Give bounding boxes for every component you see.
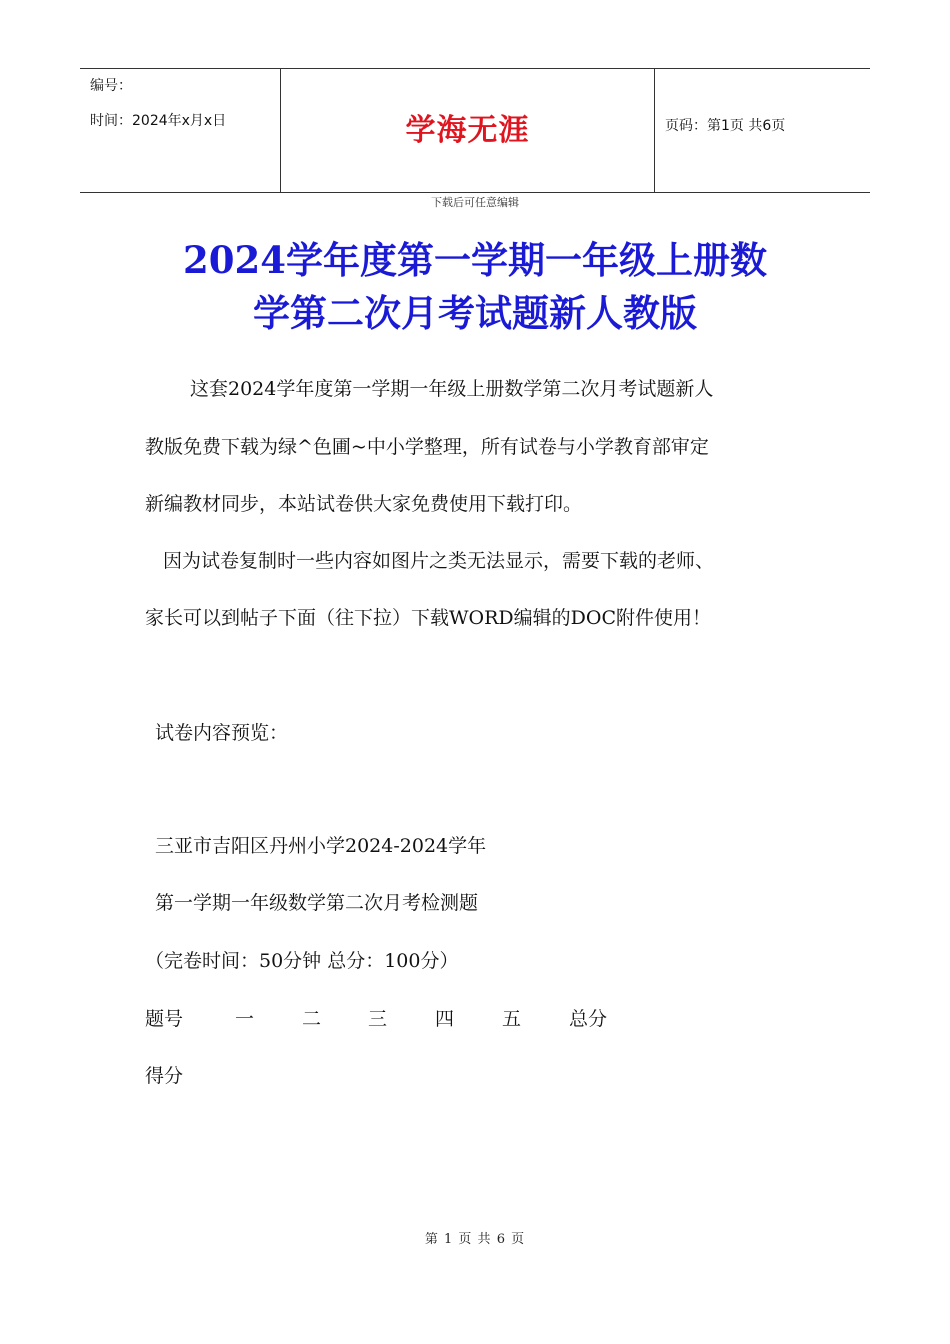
time-label: 时间：2024年x月x日: [90, 113, 227, 129]
intro-paragraph-1-line-2: 教版免费下载为绿^色圃~中小学整理，所有试卷与小学教育部审定: [145, 436, 709, 458]
brand-logo-text: 学海无涯: [405, 113, 530, 148]
exam-time-score: （完卷时间：50分钟 总分：100分）: [145, 950, 459, 972]
score-row-label: 得分: [145, 1065, 184, 1087]
score-table-score-row: [145, 1061, 245, 1089]
page-label: 页码：第1页 共6页: [665, 118, 786, 134]
header-left-cell: [80, 69, 281, 192]
score-table-header-row: [145, 1004, 645, 1032]
score-header-cell: 三: [368, 1008, 388, 1030]
number-label: 编号：: [90, 78, 132, 94]
header-table: [80, 68, 870, 193]
score-header-cell: 五: [502, 1008, 522, 1030]
page-footer: 第 1 页 共 6 页: [424, 1232, 526, 1247]
intro-paragraph-2-line-2: 家长可以到帖子下面（往下拉）下载WORD编辑的DOC附件使用！: [145, 607, 711, 629]
score-header-cell: 四: [435, 1008, 455, 1030]
header-right-cell: [655, 69, 870, 192]
intro-paragraph-2-line-1: 因为试卷复制时一些内容如图片之类无法显示，需要下载的老师、: [163, 550, 715, 572]
header-middle-cell: [281, 69, 655, 192]
title-line-1: 2024学年度第一学期一年级上册数: [183, 238, 767, 282]
document-title: [100, 234, 850, 340]
intro-paragraph-1-line-1: 这套2024学年度第一学期一年级上册数学第二次月考试题新人: [190, 378, 714, 400]
score-header-cell: 题号: [145, 1008, 184, 1030]
score-header-cell: 总分: [569, 1008, 608, 1030]
title-line-2: 学第二次月考试题新人教版: [253, 291, 697, 335]
score-header-cell: 二: [302, 1008, 322, 1030]
exam-subtitle: 第一学期一年级数学第二次月考检测题: [155, 892, 479, 914]
header-note: 下载后可任意编辑: [431, 196, 519, 209]
intro-paragraph-1-line-3: 新编教材同步，本站试卷供大家免费使用下载打印。: [145, 493, 583, 515]
exam-school: 三亚市吉阳区丹州小学2024-2024学年: [155, 835, 487, 857]
preview-label: 试卷内容预览：: [155, 722, 289, 744]
score-header-cell: 一: [235, 1008, 255, 1030]
